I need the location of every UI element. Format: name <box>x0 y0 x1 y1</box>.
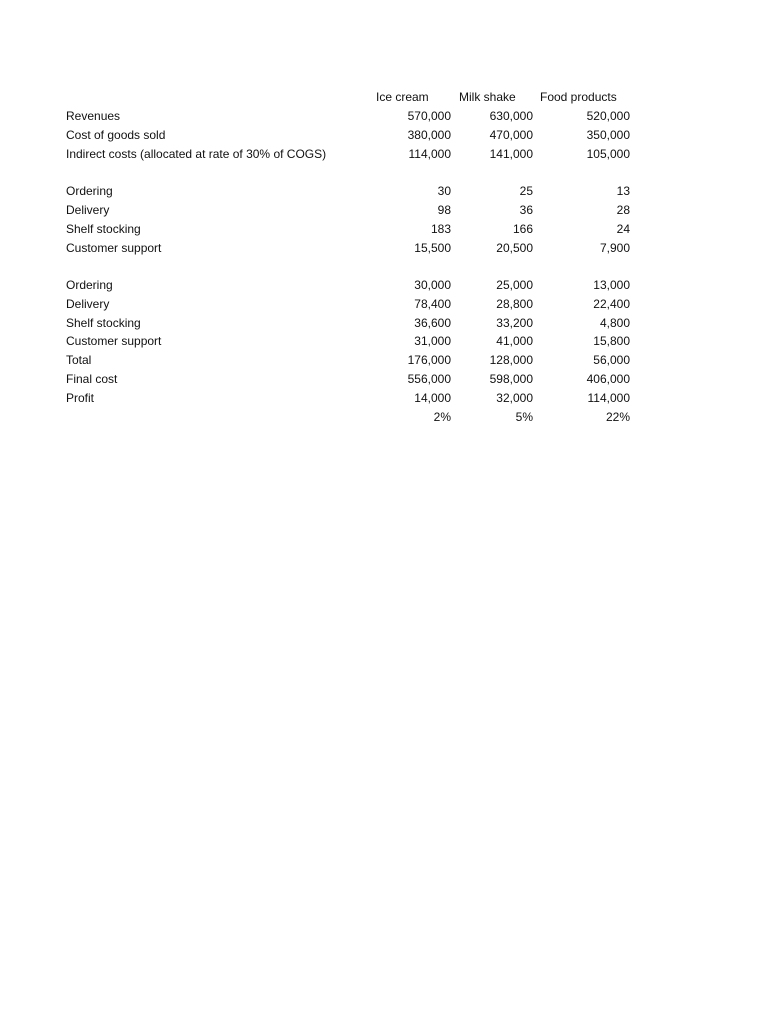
cell-value: 350,000 <box>586 128 630 142</box>
cell-value: 183 <box>430 222 451 236</box>
table-row <box>0 332 768 351</box>
cell-value: 20,500 <box>496 241 533 255</box>
row-label: Total <box>66 353 92 367</box>
table-row <box>0 182 768 201</box>
cell-value: 556,000 <box>407 372 451 386</box>
table-row <box>0 220 768 239</box>
cell-value: 25,000 <box>496 278 533 292</box>
cell-value: 30 <box>437 184 451 198</box>
table-row <box>0 201 768 220</box>
cell-value: 24 <box>616 222 630 236</box>
cell-value: 7,900 <box>599 241 630 255</box>
cell-value: 406,000 <box>586 372 630 386</box>
row-label: Delivery <box>66 203 110 217</box>
final-cost-row <box>0 370 768 389</box>
row-label: Delivery <box>66 297 110 311</box>
cell-value: 114,000 <box>408 147 451 161</box>
cell-value: 470,000 <box>489 128 533 142</box>
cell-value: 630,000 <box>489 109 533 123</box>
row-label: Revenues <box>66 109 121 123</box>
cell-value: 14,000 <box>414 391 451 405</box>
row-label: Cost of goods sold <box>66 128 166 142</box>
cell-value: 166 <box>512 222 533 236</box>
cell-value: 25 <box>519 184 533 198</box>
profit-row <box>0 389 768 408</box>
cell-value: 22% <box>605 410 630 424</box>
cell-value: 41,000 <box>496 334 533 348</box>
cell-value: 28,800 <box>496 297 533 311</box>
cell-value: 13 <box>616 184 630 198</box>
row-label: Ordering <box>66 278 113 292</box>
table-row <box>0 276 768 295</box>
row-label: Ordering <box>66 184 113 198</box>
cell-value: 5% <box>515 410 533 424</box>
column-header-ice-cream: Ice cream <box>376 90 429 104</box>
cell-value: 31,000 <box>414 334 451 348</box>
cell-value: 105,000 <box>586 147 630 161</box>
row-label: Shelf stocking <box>66 222 141 236</box>
row-label: Final cost <box>66 372 118 386</box>
header-row <box>0 88 768 107</box>
column-header-food-products: Food products <box>540 90 617 104</box>
cell-value: 520,000 <box>586 109 630 123</box>
cell-value: 28 <box>616 203 630 217</box>
cell-value: 128,000 <box>489 353 533 367</box>
cell-value: 78,400 <box>414 297 451 311</box>
row-label: Customer support <box>66 241 162 255</box>
row-label: Customer support <box>66 334 162 348</box>
cell-value: 598,000 <box>489 372 533 386</box>
cell-value: 36 <box>519 203 533 217</box>
cell-value: 15,800 <box>593 334 630 348</box>
cell-value: 32,000 <box>496 391 533 405</box>
cell-value: 56,000 <box>593 353 630 367</box>
table-row <box>0 126 768 145</box>
table-row <box>0 239 768 258</box>
profit-margin-row <box>0 408 768 427</box>
table-row <box>0 295 768 314</box>
cell-value: 36,600 <box>414 316 451 330</box>
cell-value: 4,800 <box>599 316 630 330</box>
cell-value: 380,000 <box>407 128 451 142</box>
cell-value: 98 <box>437 203 451 217</box>
row-label: Profit <box>66 391 95 405</box>
cell-value: 30,000 <box>414 278 451 292</box>
cell-value: 570,000 <box>407 109 451 123</box>
column-header-milk-shake: Milk shake <box>459 90 516 104</box>
cell-value: 141,000 <box>489 147 533 161</box>
cell-value: 176,000 <box>407 353 451 367</box>
table-row <box>0 314 768 333</box>
cell-value: 2% <box>433 410 451 424</box>
total-row <box>0 351 768 370</box>
cell-value: 13,000 <box>593 278 630 292</box>
cell-value: 15,500 <box>414 241 451 255</box>
cell-value: 114,000 <box>587 391 630 405</box>
table-row <box>0 145 768 164</box>
cell-value: 33,200 <box>496 316 533 330</box>
row-label: Indirect costs (allocated at rate of 30% of COGS) <box>66 147 327 161</box>
table-row <box>0 107 768 126</box>
cell-value: 22,400 <box>593 297 630 311</box>
row-label: Shelf stocking <box>66 316 141 330</box>
